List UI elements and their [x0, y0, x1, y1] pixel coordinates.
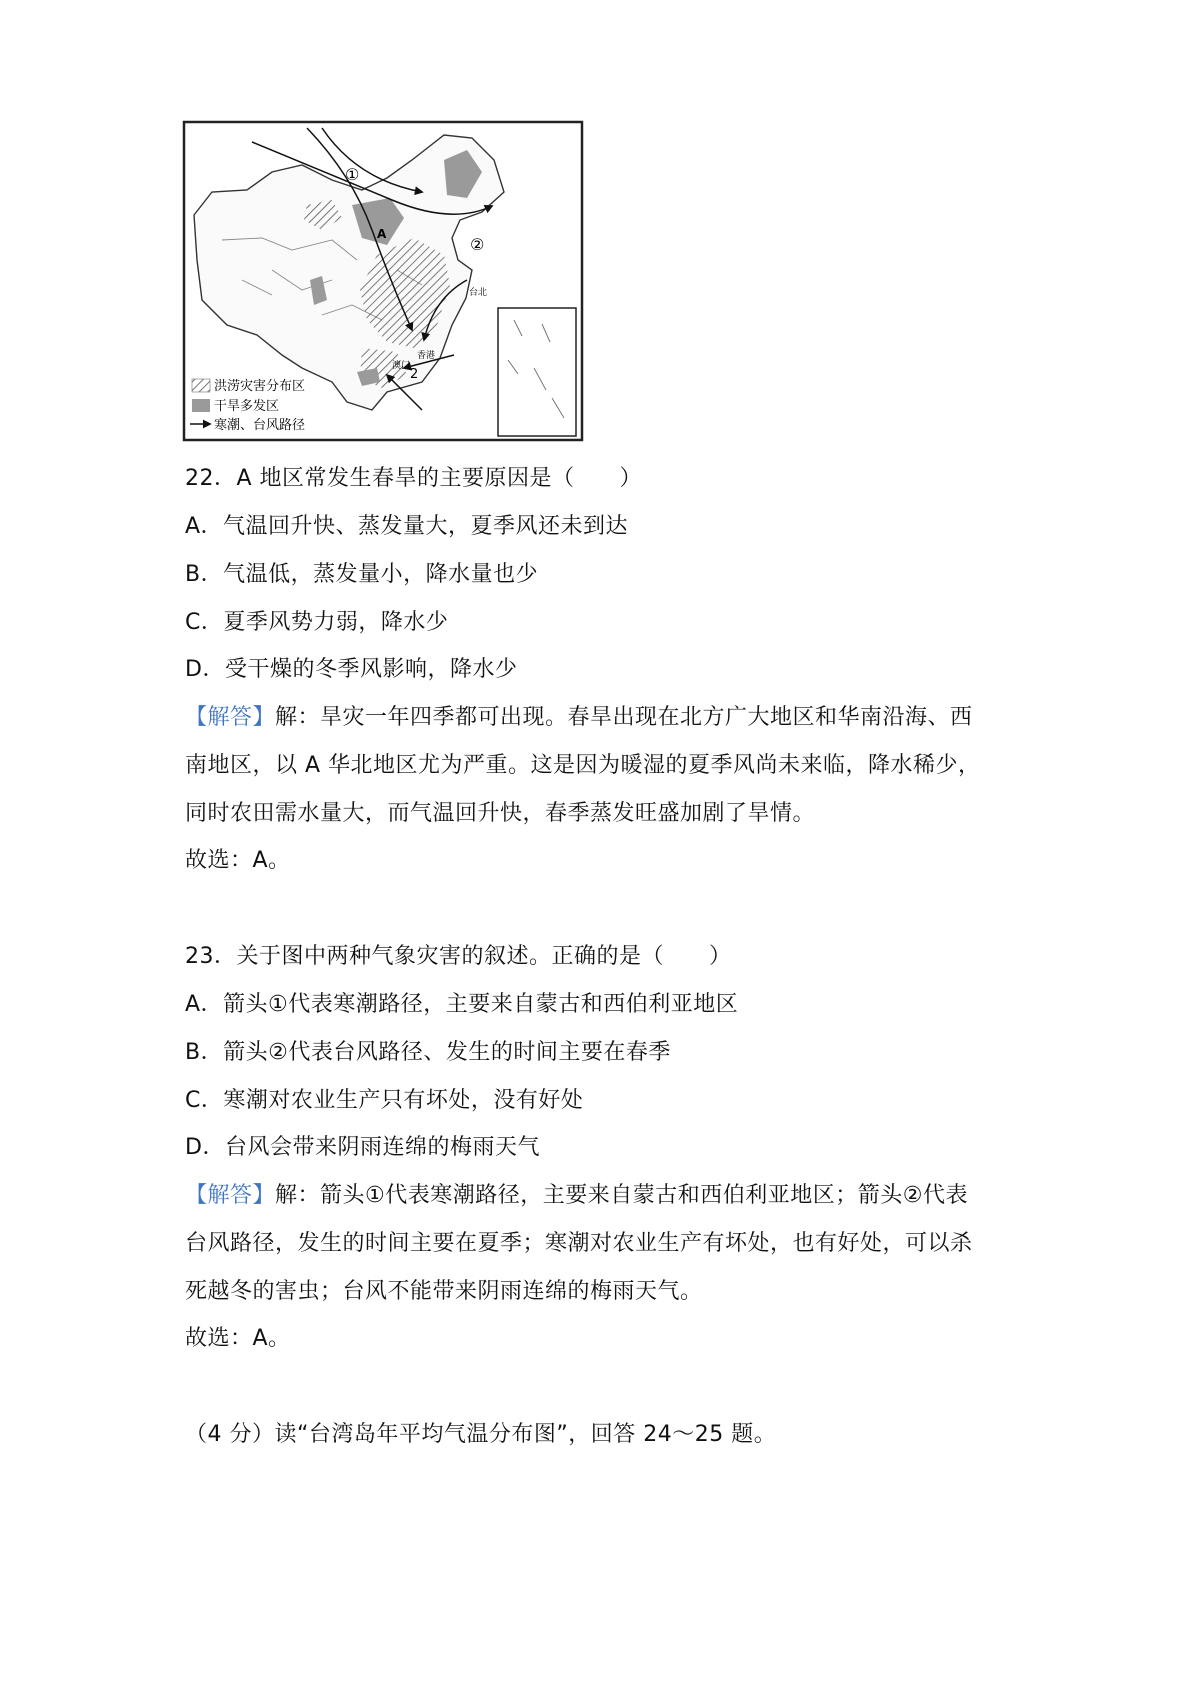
q22-answer-line-3: 同时农田需水量大，而气温回升快，春季蒸发旺盛加剧了旱情。	[185, 801, 816, 826]
q23-answer-line-2: 台风路径，发生的时间主要在夏季；寒潮对农业生产有坏处，也有好处，可以杀	[185, 1231, 973, 1256]
q22-choice: 故选：A。	[185, 848, 291, 873]
q23-option-c: C．寒潮对农业生产只有坏处，没有好处	[185, 1088, 584, 1113]
arrow-2-label: ②	[470, 235, 485, 254]
taibei-label: 台北	[469, 288, 488, 298]
q22-answer-tag: 【解答】	[185, 705, 276, 730]
hongkong-label: 香港	[417, 351, 436, 361]
q23-answer-text-1: 解：箭头①代表寒潮路径，主要来自蒙古和西伯利亚地区；箭头②代表	[275, 1183, 968, 1208]
q22-answer-line-1	[185, 703, 973, 733]
q23-choice: 故选：A。	[185, 1326, 291, 1351]
q22-option-b: B．气温低，蒸发量小，降水量也少	[185, 562, 539, 587]
arrow-1-label: ①	[345, 165, 360, 184]
q23-answer-line-1	[185, 1181, 968, 1211]
q23-option-a: A．箭头①代表寒潮路径，主要来自蒙古和西伯利亚地区	[185, 992, 739, 1017]
q22-answer-text-1: 解：旱灾一年四季都可出现。春旱出现在北方广大地区和华南沿海、西	[275, 705, 973, 730]
q23-option-d: D．台风会带来阴雨连绵的梅雨天气	[185, 1135, 540, 1160]
legend-drought-label: 干旱多发区	[214, 399, 280, 414]
next-question-intro: （4 分）读“台湾岛年平均气温分布图”，回答 24～25 题。	[185, 1422, 777, 1447]
q23-answer-line-3: 死越冬的害虫；台风不能带来阴雨连绵的梅雨天气。	[185, 1279, 703, 1304]
macau-label: 澳门	[392, 361, 411, 371]
q23-option-b: B．箭头②代表台风路径、发生的时间主要在春季	[185, 1040, 671, 1065]
q22-option-a: A．气温回升快、蒸发量大，夏季风还未到达	[185, 514, 629, 539]
area-a-label: A	[377, 227, 387, 241]
china-disaster-map	[182, 120, 584, 442]
q22-option-d: D．受干燥的冬季风影响，降水少	[185, 657, 518, 682]
q23-stem: 23．关于图中两种气象灾害的叙述。正确的是（ ）	[185, 944, 732, 969]
q22-stem: 22．A 地区常发生春旱的主要原因是（ ）	[185, 466, 643, 491]
south-china-sea-inset	[498, 308, 576, 436]
legend-paths-label: 寒潮、台风路径	[214, 418, 306, 433]
q22-option-c: C．夏季风势力弱，降水少	[185, 610, 449, 635]
q22-answer-line-2: 南地区，以 A 华北地区尤为严重。这是因为暖湿的夏季风尚未来临，降水稀少，	[185, 753, 981, 778]
q23-answer-tag: 【解答】	[185, 1183, 276, 1208]
legend-flood-label: 洪涝灾害分布区	[214, 379, 306, 394]
arrow-2-south-label: 2	[410, 367, 419, 382]
